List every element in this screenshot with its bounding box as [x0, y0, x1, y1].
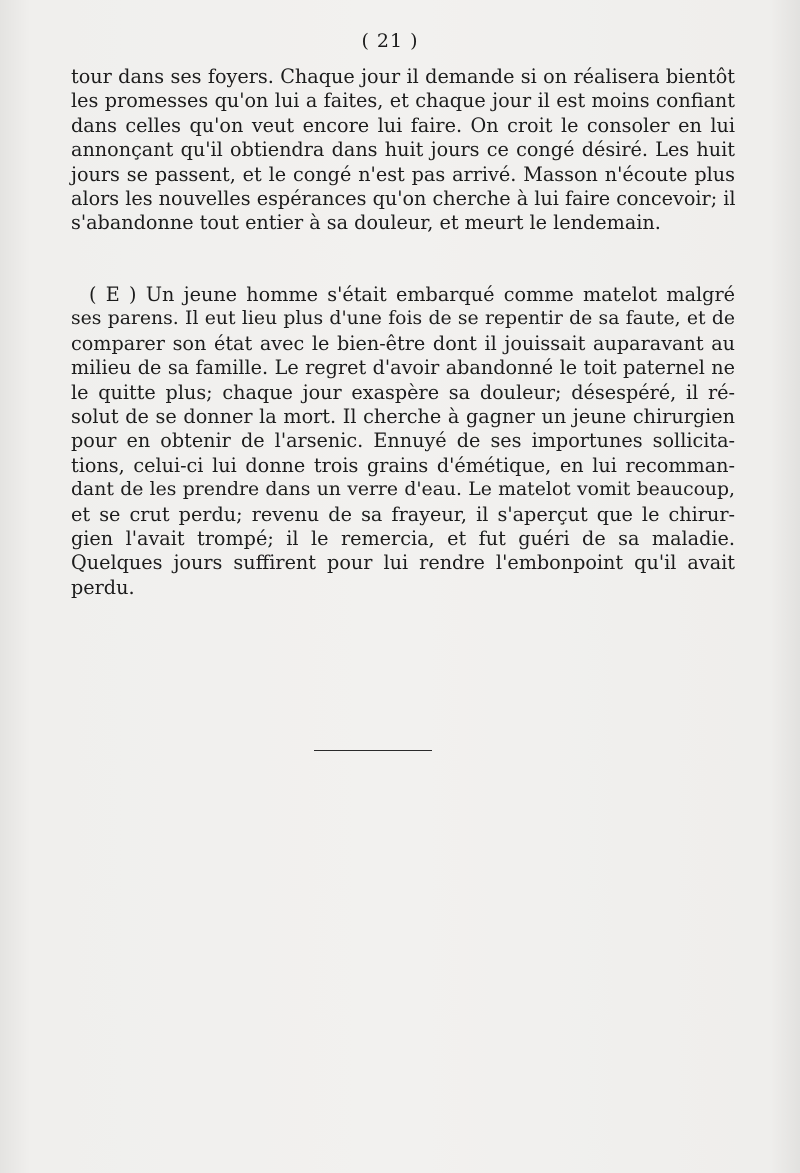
- text-line: tour dans ses foyers. Chaque jour il demande si on réalisera bientôt: [71, 65, 735, 88]
- text-line: ( E ) Un jeune homme s'était embarqué comme matelot malgré: [89, 283, 735, 306]
- section-divider-rule: [314, 750, 432, 751]
- text-line: Quelques jours suffirent pour lui rendre l'embonpoint qu'il avait: [71, 551, 735, 575]
- text-line: alors les nouvelles espérances qu'on cherche à lui faire concevoir; il: [71, 187, 736, 211]
- text-line: solut de se donner la mort. Il cherche à gagner un jeune chirurgien: [71, 405, 735, 429]
- text-line: jours se passent, et le congé n'est pas arrivé. Masson n'écoute plus: [71, 162, 735, 186]
- paragraph-2: [71, 283, 735, 600]
- text-line: perdu.: [71, 575, 135, 599]
- text-line: pour en obtenir de l'arsenic. Ennuyé de ses importunes sollicita-: [71, 429, 735, 453]
- text-line: s'abandonne tout entier à sa douleur, et meurt le lendemain.: [71, 211, 661, 235]
- paragraph-1: [71, 65, 735, 236]
- text-line: les promesses qu'on lui a faites, et chaque jour il est moins confiant: [71, 89, 735, 113]
- text-line: le quitte plus; chaque jour exaspère sa douleur; désespéré, il ré-: [71, 380, 735, 404]
- text-line: et se crut perdu; revenu de sa frayeur, il s'aperçut que le chirur-: [71, 502, 735, 526]
- text-line: dans celles qu'on veut encore lui faire. On croit le consoler en lui: [71, 113, 735, 137]
- text-line: gien l'avait trompé; il le remercia, et fut guéri de sa maladie.: [71, 527, 735, 551]
- text-line: annonçant qu'il obtiendra dans huit jours ce congé désiré. Les huit: [71, 138, 735, 162]
- text-line: tions, celui-ci lui donne trois grains d'émétique, en lui recomman-: [71, 453, 735, 477]
- page-number: ( 21 ): [361, 30, 419, 52]
- text-line: comparer son état avec le bien-être dont il jouissait auparavant au: [71, 331, 735, 355]
- text-line: milieu de sa famille. Le regret d'avoir abandonné le toit paternel ne: [71, 356, 735, 380]
- text-line: ses parens. Il eut lieu plus d'une fois de se repentir de sa faute, et de: [71, 308, 735, 330]
- text-line: dant de les prendre dans un verre d'eau. Le matelot vomit beaucoup,: [71, 479, 735, 501]
